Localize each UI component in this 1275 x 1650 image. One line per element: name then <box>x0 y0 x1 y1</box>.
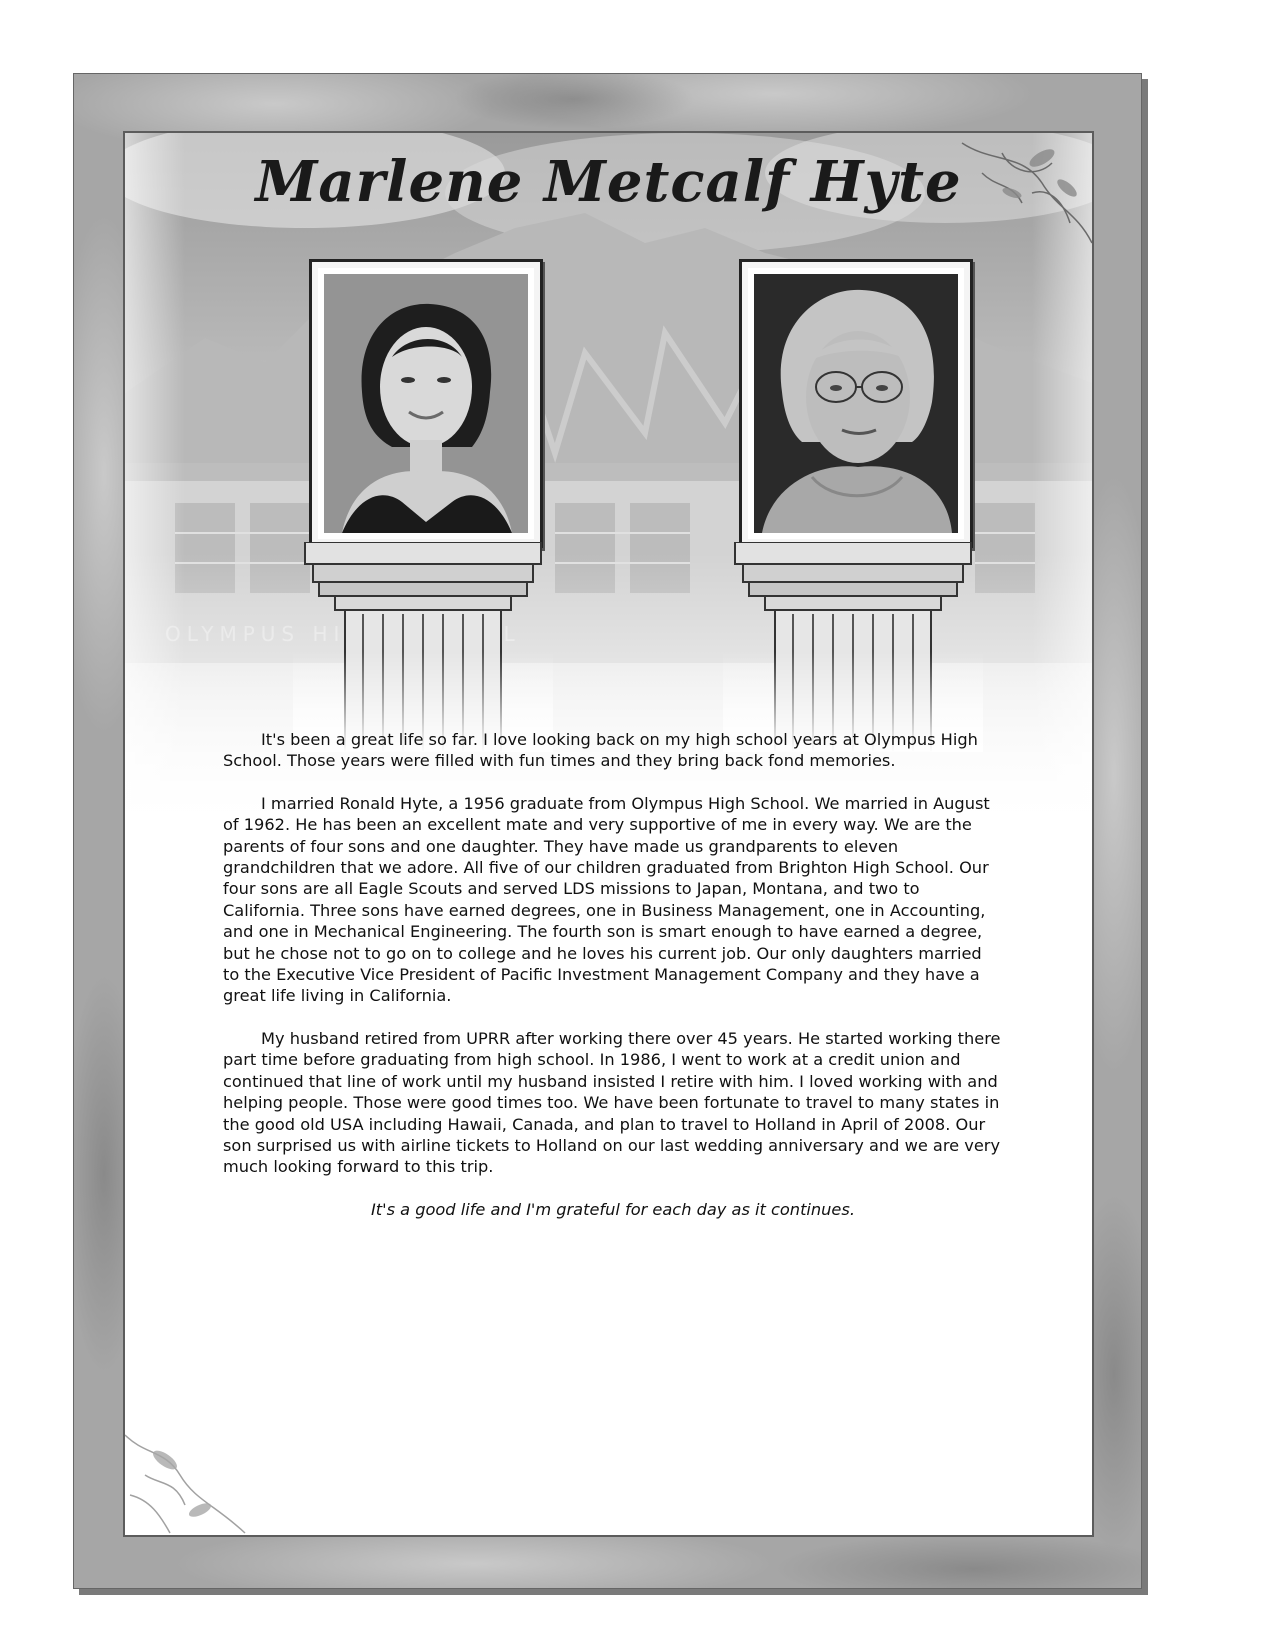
page-frame <box>73 73 1142 1589</box>
yearbook-portrait <box>309 259 543 548</box>
closing-line: It's a good life and I'm grateful for each day as it continues. <box>371 1199 855 1219</box>
biography-text <box>223 729 1003 1241</box>
paragraph-career: My husband retired from UPRR after working there over 45 years. He started working there part time before graduating from high school. In 1986, I went to work at a credit union and continued that line of work until my husband insisted I retire with him. I loved working with and helping people. Those were good times too. We have been fortunate to travel to many states in the good old USA including Hawaii, Canada, and plan to travel to Holland in April of 2008. Our son surprised us with airline tickets to Holland on our last wedding anniversary and we are very much looking forward to this trip. <box>223 1028 1001 1177</box>
column-pedestal <box>723 542 983 752</box>
content-panel <box>123 131 1094 1537</box>
paragraph-intro: It's been a great life so far. I love looking back on my high school years at Olympus High School. Those years were filled with fun times and they bring back fond memories. <box>223 730 978 771</box>
floral-flourish-icon <box>125 1415 275 1535</box>
column-pedestal <box>293 542 553 752</box>
paragraph-family: I married Ronald Hyte, a 1956 graduate from Olympus High School. We married in August of 1962. He has been an excellent mate and very supportive of me in every way. We are the parents of four sons and one daughter. They have made us grandparents to eleven grandchildren that we adore. All five of our children graduated from Brighton High School. Our four sons are all Eagle Scouts and served LDS missions to Japan, Montana, and two to California. Three sons have earned degrees, one in Business Management, one in Accounting, and one in Mechanical Engineering. The fourth son is smart enough to have earned a degree, but he chose not to go on to college and he loves his current job. Our only daughters married to the Executive Vice President of Pacific Investment Management Company and they have a great life living in California. <box>223 793 990 1006</box>
page-title: Marlene Metcalf Hyte <box>255 149 962 215</box>
current-portrait <box>739 259 973 548</box>
